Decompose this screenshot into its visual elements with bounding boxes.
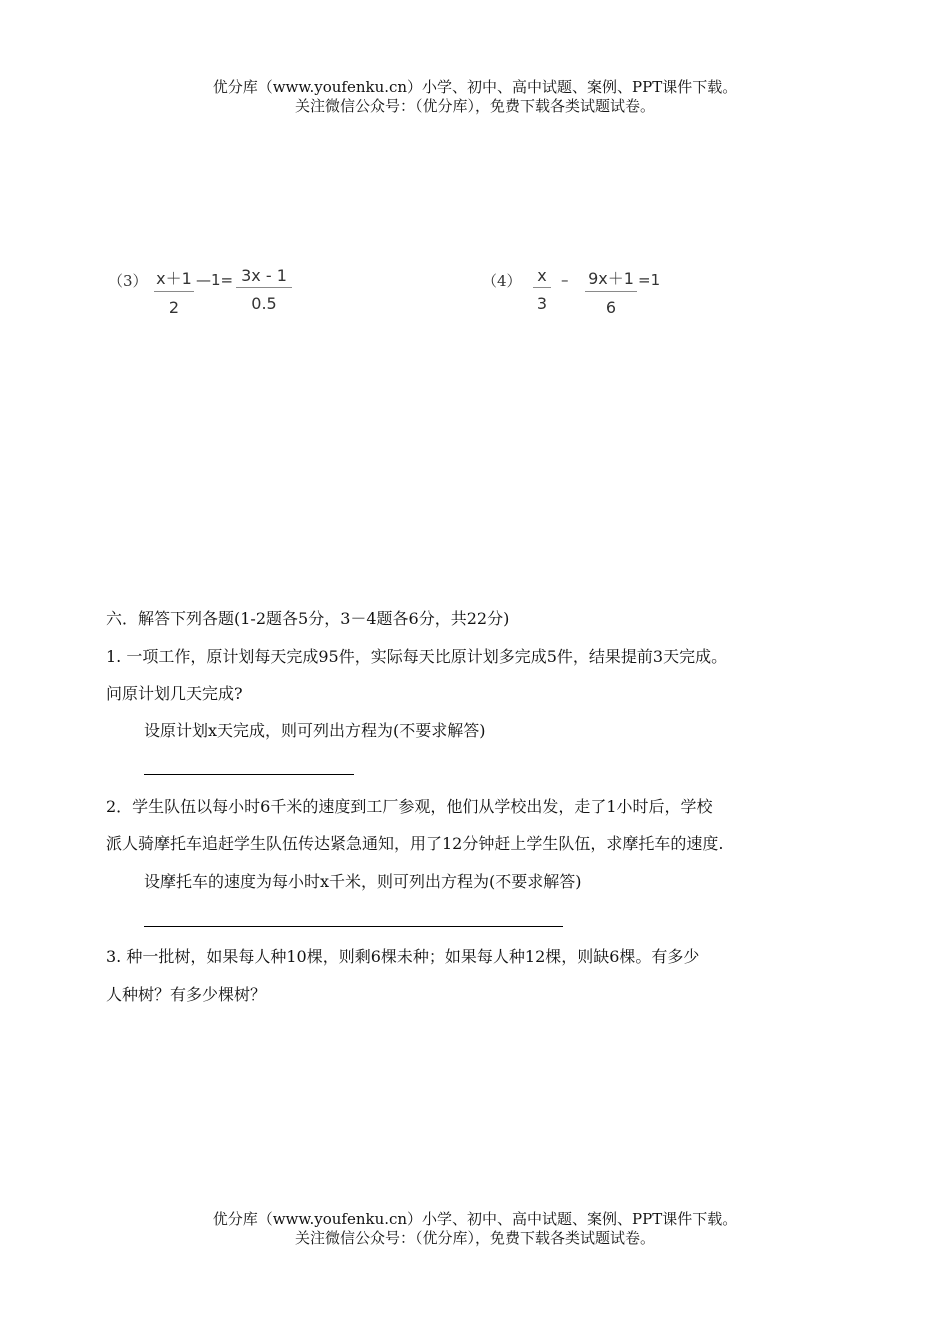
footer-line-2: 关注微信公众号：（优分库），免费下载各类试题试卷。 — [294, 1229, 655, 1247]
section-6-title: 六．解答下列各题(1-2题各5分，3－4题各6分，共22分) — [106, 609, 510, 628]
question-2-line-1: 2．学生队伍以每小时6千米的速度到工厂参观，他们从学校出发，走了1小时后，学校 — [106, 797, 713, 816]
equation-3-middle: —1= — [196, 271, 234, 289]
equation-4-left-fraction — [533, 266, 551, 313]
equation-4-left-numerator: x — [537, 266, 547, 285]
equation-4-label: （4） — [482, 272, 522, 290]
footer-line-1: 优分库（www.youfenku.cn）小学、初中、高中试题、案例、PPT课件下载。 — [212, 1210, 738, 1228]
equation-3-right-numerator: 3x - 1 — [241, 266, 287, 285]
question-1-answer-line — [144, 774, 354, 775]
equation-4-tail: =1 — [638, 271, 661, 289]
header-line-1: 优分库（www.youfenku.cn）小学、初中、高中试题、案例、PPT课件下载。 — [212, 78, 738, 96]
equation-3-label: （3） — [108, 272, 148, 290]
equation-4-right-fraction — [585, 266, 637, 317]
equation-3-left-fraction — [154, 266, 194, 317]
question-1-line-1: 1. 一项工作，原计划每天完成95件，实际每天比原计划多完成5件，结果提前3天完成。 — [106, 647, 728, 666]
equation-4-left-denominator: 3 — [536, 294, 548, 313]
question-2-answer-line — [144, 926, 563, 927]
question-1-setup: 设原计划x天完成，则可列出方程为(不要求解答) — [144, 721, 486, 740]
question-3-line-2: 人种树？有多少棵树？ — [106, 985, 267, 1004]
equation-4-right-numerator: 9x＋1 — [588, 269, 634, 288]
equation-3-left-numerator: x＋1 — [156, 269, 192, 288]
equation-3-right-denominator: 0.5 — [251, 294, 277, 313]
question-1-line-2: 问原计划几天完成? — [106, 684, 243, 703]
equation-4-right-denominator: 6 — [605, 298, 617, 317]
question-2-setup: 设摩托车的速度为每小时x千米，则可列出方程为(不要求解答) — [144, 872, 582, 891]
question-2-line-2: 派人骑摩托车追赶学生队伍传达紧急通知，用了12分钟赶上学生队伍，求摩托车的速度. — [106, 834, 724, 853]
equation-3-left-denominator: 2 — [168, 298, 180, 317]
header-line-2: 关注微信公众号：（优分库），免费下载各类试题试卷。 — [294, 97, 655, 115]
equation-4-middle: – — [561, 271, 569, 289]
question-3-line-1: 3. 种一批树，如果每人种10棵，则剩6棵未种；如果每人种12棵，则缺6棵。有多少 — [106, 947, 700, 966]
equation-3-right-fraction — [236, 266, 292, 313]
